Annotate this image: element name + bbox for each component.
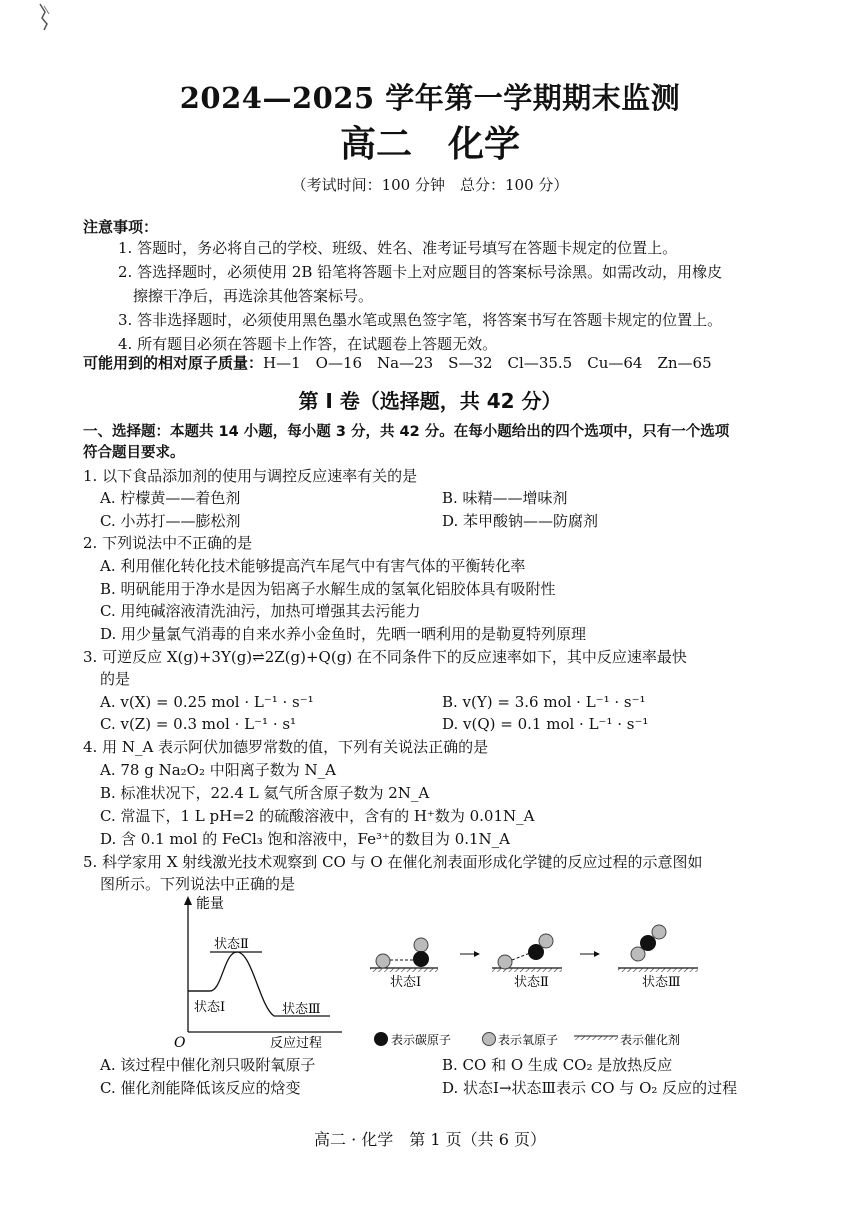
question-3-stem: 3. 可逆反应 X(g)+3Y(g)⇌2Z(g)+Q(g) 在不同条件下的反应速率如下，其中反应速率最快 [83, 648, 687, 666]
question-1-option-d: D. 苯甲酸钠——防腐剂 [442, 512, 599, 530]
legend [372, 1028, 732, 1050]
state3-label: 状态Ⅲ [282, 1002, 321, 1017]
atomic-mass-values: H—1 O—16 Na—23 S—32 Cl—35.5 Cu—64 Zn—65 [263, 354, 712, 372]
question-2-stem: 2. 下列说法中不正确的是 [83, 534, 253, 552]
question-3-option-d: D. v(Q) = 0.1 mol · L⁻¹ · s⁻¹ [442, 715, 649, 733]
question-1-option-a: A. 柠檬黄——着色剂 [100, 489, 241, 507]
arrow-icon [474, 951, 480, 957]
oxygen-atom [498, 955, 512, 969]
oxygen-atom [376, 954, 390, 968]
question-2-option-a: A. 利用催化转化技术能够提高汽车尾气中有害气体的平衡转化率 [100, 557, 526, 575]
question-5-option-d: D. 状态Ⅰ→状态Ⅲ表示 CO 与 O₂ 反应的过程 [442, 1079, 738, 1097]
oxygen-atom [539, 934, 553, 948]
origin-label: O [174, 1035, 186, 1051]
exam-info: （考试时间：100 分钟 总分：100 分） [291, 176, 569, 194]
section-title: 第 Ⅰ 卷（选择题，共 42 分） [298, 389, 562, 413]
energy-diagram [170, 892, 350, 1052]
question-2-option-b: B. 明矾能用于净水是因为铝离子水解生成的氢氧化铝胶体具有吸附性 [100, 580, 556, 598]
question-3-option-a: A. v(X) = 0.25 mol · L⁻¹ · s⁻¹ [100, 693, 314, 711]
arrow-icon [594, 951, 600, 957]
question-4-option-b: B. 标准状况下，22.4 L 氦气所含原子数为 2N_A [100, 784, 430, 802]
state3-caption: 状态Ⅲ [642, 975, 681, 990]
carbon-atom [413, 951, 429, 967]
section-intro: 符合题目要求。 [83, 445, 185, 461]
corner-decoration-icon [38, 2, 52, 32]
atomic-mass-label: 可能用到的相对原子质量： [83, 354, 264, 372]
question-5-stem: 图所示。下列说法中正确的是 [100, 875, 296, 893]
atomic-mass-line [83, 353, 712, 373]
question-4-stem: 4. 用 N_A 表示阿伏加德罗常数的值，下列有关说法正确的是 [83, 738, 489, 756]
state2-label: 状态Ⅱ [214, 937, 249, 952]
catalyst-hatch [618, 968, 698, 972]
legend-oxygen: 表示氧原子 [498, 1033, 559, 1047]
state1-group [370, 938, 438, 990]
question-2-option-c: C. 用纯碱溶液清洗油污，加热可增强其去污能力 [100, 602, 421, 620]
oxygen-legend-icon [483, 1033, 496, 1046]
state2-caption: 状态Ⅱ [514, 975, 549, 990]
state2-group [492, 934, 562, 990]
note-item: 擦擦干净后，再选涂其他答案标号。 [133, 287, 374, 305]
question-5-option-a: A. 该过程中催化剂只吸附氧原子 [100, 1056, 316, 1074]
x-axis-label: 反应过程 [270, 1036, 323, 1051]
page-footer: 高二 · 化学 第 1 页（共 6 页） [314, 1130, 546, 1149]
state3-group [618, 925, 698, 990]
note-item: 2. 答选择题时，必须使用 2B 铅笔将答题卡上对应题目的答案标号涂黑。如需改动，用橡皮 [118, 263, 723, 281]
question-2-option-d: D. 用少量氯气消毒的自来水养小金鱼时，先晒一晒利用的是勒夏特列原理 [100, 625, 587, 643]
arrow-icon [184, 896, 192, 905]
section-intro: 一、选择题：本题共 14 小题，每小题 3 分，共 42 分。在每小题给出的四个选项中，只有一个选项 [83, 424, 730, 440]
question-5-option-b: B. CO 和 O 生成 CO₂ 是放热反应 [442, 1056, 673, 1074]
question-3-option-c: C. v(Z) = 0.3 mol · L⁻¹ · s¹ [100, 715, 297, 733]
legend-carbon: 表示碳原子 [391, 1033, 452, 1047]
question-1-stem: 1. 以下食品添加剂的使用与调控反应速率有关的是 [83, 467, 418, 485]
question-1-option-c: C. 小苏打——膨松剂 [100, 512, 241, 530]
question-4-option-c: C. 常温下，1 L pH=2 的硫酸溶液中，含有的 H⁺数为 0.01N_A [100, 807, 535, 825]
carbon-legend-icon [374, 1032, 388, 1046]
catalyst-legend-hatch [574, 1036, 618, 1040]
question-3-stem: 的是 [100, 670, 131, 688]
note-item: 1. 答题时，务必将自己的学校、班级、姓名、准考证号填写在答题卡规定的位置上。 [118, 239, 678, 257]
question-4-option-a: A. 78 g Na₂O₂ 中阳离子数为 N_A [100, 761, 336, 779]
note-item: 4. 所有题目必须在答题卡上作答，在试题卷上答题无效。 [118, 335, 498, 353]
note-item: 3. 答非选择题时，必须使用黑色墨水笔或黑色签字笔，将答案书写在答题卡规定的位置上。 [118, 311, 723, 329]
question-4-option-d: D. 含 0.1 mol 的 FeCl₃ 饱和溶液中，Fe³⁺的数目为 0.1N_A [100, 830, 511, 848]
dashed-bond [512, 953, 530, 960]
question-3-option-b: B. v(Y) = 3.6 mol · L⁻¹ · s⁻¹ [442, 693, 646, 711]
legend-catalyst: 表示催化剂 [620, 1033, 681, 1047]
y-axis-label: 能量 [196, 896, 224, 912]
oxygen-atom [414, 938, 428, 952]
state1-label: 状态Ⅰ [194, 1000, 226, 1015]
oxygen-atom [652, 925, 666, 939]
molecular-schematic [368, 920, 708, 1000]
state1-caption: 状态Ⅰ [390, 975, 422, 990]
question-5-stem: 5. 科学家用 X 射线激光技术观察到 CO 与 O 在催化剂表面形成化学键的反应过程的示意图如 [83, 853, 703, 871]
subject-title: 高二 化学 [339, 124, 520, 165]
carbon-atom [640, 935, 656, 951]
question-1-option-b: B. 味精——增味剂 [442, 489, 568, 507]
notes-heading: 注意事项： [83, 218, 159, 236]
question-5-option-c: C. 催化剂能降低该反应的焓变 [100, 1079, 301, 1097]
exam-title: 2024—2025 学年第一学期期末监测 [179, 81, 681, 115]
catalyst-hatch [370, 968, 438, 972]
